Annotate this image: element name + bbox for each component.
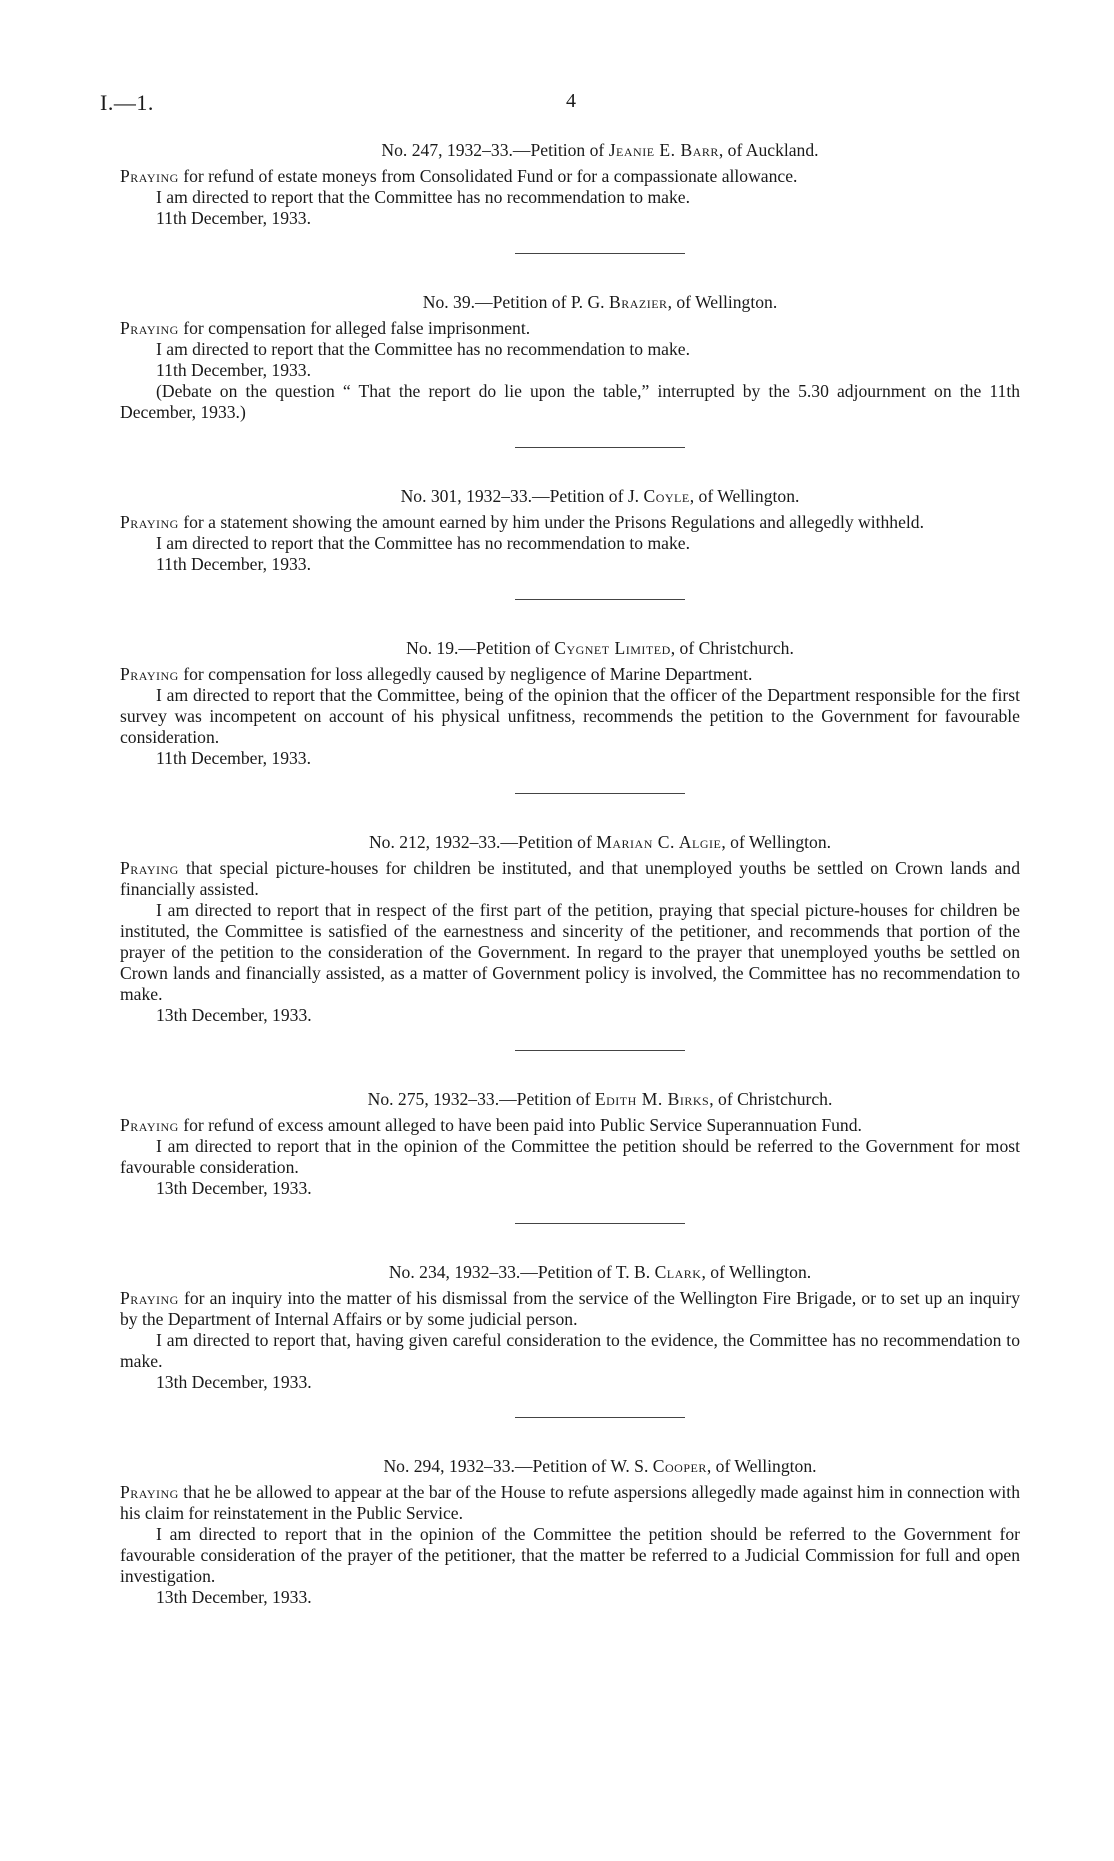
petition-prayer bbox=[120, 512, 1020, 533]
report-date: 13th December, 1933. bbox=[156, 1372, 312, 1392]
petition-entry bbox=[120, 832, 1020, 1026]
debate-note: (Debate on the question “ That the report do lie upon the table,” interrupted by the 5.30 adjournment on the 11th December, 1933.) bbox=[120, 381, 1020, 422]
praying-text: for an inquiry into the matter of his dismissal from the service of the Wellington Fire Brigade, or to set up an inquiry by the Department of Internal Affairs or by some judicial person. bbox=[120, 1288, 1020, 1329]
petition-heading bbox=[120, 1262, 1020, 1283]
petitioner-name: Marian C. Algie bbox=[596, 832, 722, 852]
praying-text: that he be allowed to appear at the bar of the House to refute aspersions allegedly made against him in connection with his claim for reinstatement in the Public Service. bbox=[120, 1482, 1020, 1523]
petition-entry bbox=[120, 292, 1020, 423]
petition-entry bbox=[120, 638, 1020, 769]
petitioner-place: , of Christchurch. bbox=[670, 638, 794, 658]
petitioner-place: , of Wellington. bbox=[689, 486, 800, 506]
petition-number: No. 247, 1932–33.—Petition of bbox=[381, 140, 605, 160]
section-divider bbox=[515, 793, 685, 794]
petitioner-name: Brazier bbox=[608, 292, 668, 312]
section-divider bbox=[515, 1223, 685, 1224]
petitioner-place: , of Wellington. bbox=[721, 832, 832, 852]
petition-number: No. 212, 1932–33.—Petition of bbox=[368, 832, 592, 852]
committee-report: I am directed to report that the Committee has no recommendation to make. bbox=[156, 533, 690, 553]
petition-entry bbox=[120, 1089, 1020, 1199]
petition-prayer bbox=[120, 1482, 1020, 1524]
petitioner-name: Edith M. Birks bbox=[594, 1089, 710, 1109]
petition-number: No. 275, 1932–33.—Petition of bbox=[367, 1089, 591, 1109]
petition-heading bbox=[120, 486, 1020, 507]
praying-label: Praying bbox=[120, 858, 179, 878]
committee-report: I am directed to report that the Committee, being of the opinion that the officer of the Department responsible for the first survey was incompetent on account of his physical unfitness, recommends the petition to the Government for favourable consideration. bbox=[120, 685, 1020, 747]
petition-entry bbox=[120, 140, 1020, 229]
section-divider bbox=[515, 253, 685, 254]
committee-report: I am directed to report that the Committee has no recommendation to make. bbox=[156, 187, 690, 207]
praying-label: Praying bbox=[120, 166, 179, 186]
petition-heading bbox=[120, 638, 1020, 659]
petition-prayer bbox=[120, 858, 1020, 900]
praying-text: for compensation for alleged false imprisonment. bbox=[178, 318, 531, 338]
petition-heading bbox=[120, 832, 1020, 853]
petition-prayer bbox=[120, 1115, 1020, 1136]
page-number: 4 bbox=[566, 90, 576, 112]
petition-heading bbox=[120, 1456, 1020, 1477]
praying-label: Praying bbox=[120, 512, 179, 532]
petition-number: No. 19.—Petition of bbox=[406, 638, 550, 658]
committee-report: I am directed to report that in the opinion of the Committee the petition should be referred to the Government for favourable consideration of the prayer of the petitioner, that the matter be referred to a Judicial Commission for full and open investigation. bbox=[120, 1524, 1020, 1586]
report-date: 11th December, 1933. bbox=[156, 748, 311, 768]
petitioner-name: Coyle bbox=[643, 486, 690, 506]
petition-heading bbox=[120, 1089, 1020, 1110]
petitioner-place: , of Wellington. bbox=[667, 292, 778, 312]
committee-report: I am directed to report that in respect of the first part of the petition, praying that special picture-houses for children be instituted, the Committee is satisfied of the earnestness and sincerity of the petitioner, and recommends that portion of the prayer of the petition to the consideration of the Government. In regard to the prayer that unemployed youths be settled on Crown lands and financially assisted, as a matter of Government policy is involved, the Committee has no recommendation to make. bbox=[120, 900, 1020, 1004]
petitioner-place: , of Auckland. bbox=[718, 140, 819, 160]
section-divider bbox=[515, 447, 685, 448]
committee-report: I am directed to report that the Committee has no recommendation to make. bbox=[156, 339, 690, 359]
petition-heading bbox=[120, 292, 1020, 313]
petition-entry bbox=[120, 486, 1020, 575]
report-date: 13th December, 1933. bbox=[156, 1178, 312, 1198]
praying-text: for refund of excess amount alleged to have been paid into Public Service Superannuation Fund. bbox=[178, 1115, 862, 1135]
praying-label: Praying bbox=[120, 1115, 179, 1135]
praying-label: Praying bbox=[120, 1288, 179, 1308]
petition-prayer bbox=[120, 1288, 1020, 1330]
committee-report: I am directed to report that in the opinion of the Committee the petition should be referred to the Government for most favourable consideration. bbox=[120, 1136, 1020, 1177]
petition-entry bbox=[120, 1456, 1020, 1608]
petition-prayer bbox=[120, 664, 1020, 685]
petitioner-place: , of Wellington. bbox=[706, 1456, 817, 1476]
praying-text: for refund of estate moneys from Consolidated Fund or for a compassionate allowance. bbox=[178, 166, 798, 186]
petitioner-name: Cooper bbox=[652, 1456, 707, 1476]
petitioner-name: Cygnet Limited bbox=[554, 638, 671, 658]
document-reference: I.—1. bbox=[100, 90, 154, 115]
section-divider bbox=[515, 599, 685, 600]
petitioner-place: , of Wellington. bbox=[701, 1262, 812, 1282]
petition-number: No. 234, 1932–33.—Petition of T. B. bbox=[388, 1262, 651, 1282]
report-date: 11th December, 1933. bbox=[156, 360, 311, 380]
petition-prayer bbox=[120, 318, 1020, 339]
petitioner-name: Jeanie E. Barr bbox=[608, 140, 719, 160]
petition-number: No. 301, 1932–33.—Petition of J. bbox=[400, 486, 640, 506]
section-divider bbox=[515, 1417, 685, 1418]
committee-report: I am directed to report that, having given careful consideration to the evidence, the Committee has no recommendation to make. bbox=[120, 1330, 1020, 1371]
report-date: 13th December, 1933. bbox=[156, 1005, 312, 1025]
report-date: 11th December, 1933. bbox=[156, 554, 311, 574]
praying-label: Praying bbox=[120, 1482, 179, 1502]
praying-text: for a statement showing the amount earned by him under the Prisons Regulations and allegedly withheld. bbox=[178, 512, 924, 532]
petition-heading bbox=[120, 140, 1020, 161]
petition-prayer bbox=[120, 166, 1020, 187]
praying-text: for compensation for loss allegedly caused by negligence of Marine Department. bbox=[178, 664, 753, 684]
section-divider bbox=[515, 1050, 685, 1051]
petition-list bbox=[120, 140, 1020, 1608]
petition-number: No. 39.—Petition of P. G. bbox=[422, 292, 605, 312]
report-date: 11th December, 1933. bbox=[156, 208, 311, 228]
praying-label: Praying bbox=[120, 318, 179, 338]
praying-text: that special picture-houses for children be instituted, and that unemployed youths be settled on Crown lands and financially assisted. bbox=[120, 858, 1020, 899]
praying-label: Praying bbox=[120, 664, 179, 684]
petition-entry bbox=[120, 1262, 1020, 1393]
petition-number: No. 294, 1932–33.—Petition of W. S. bbox=[383, 1456, 649, 1476]
petitioner-place: , of Christchurch. bbox=[709, 1089, 833, 1109]
report-date: 13th December, 1933. bbox=[156, 1587, 312, 1607]
petitioner-name: Clark bbox=[654, 1262, 702, 1282]
